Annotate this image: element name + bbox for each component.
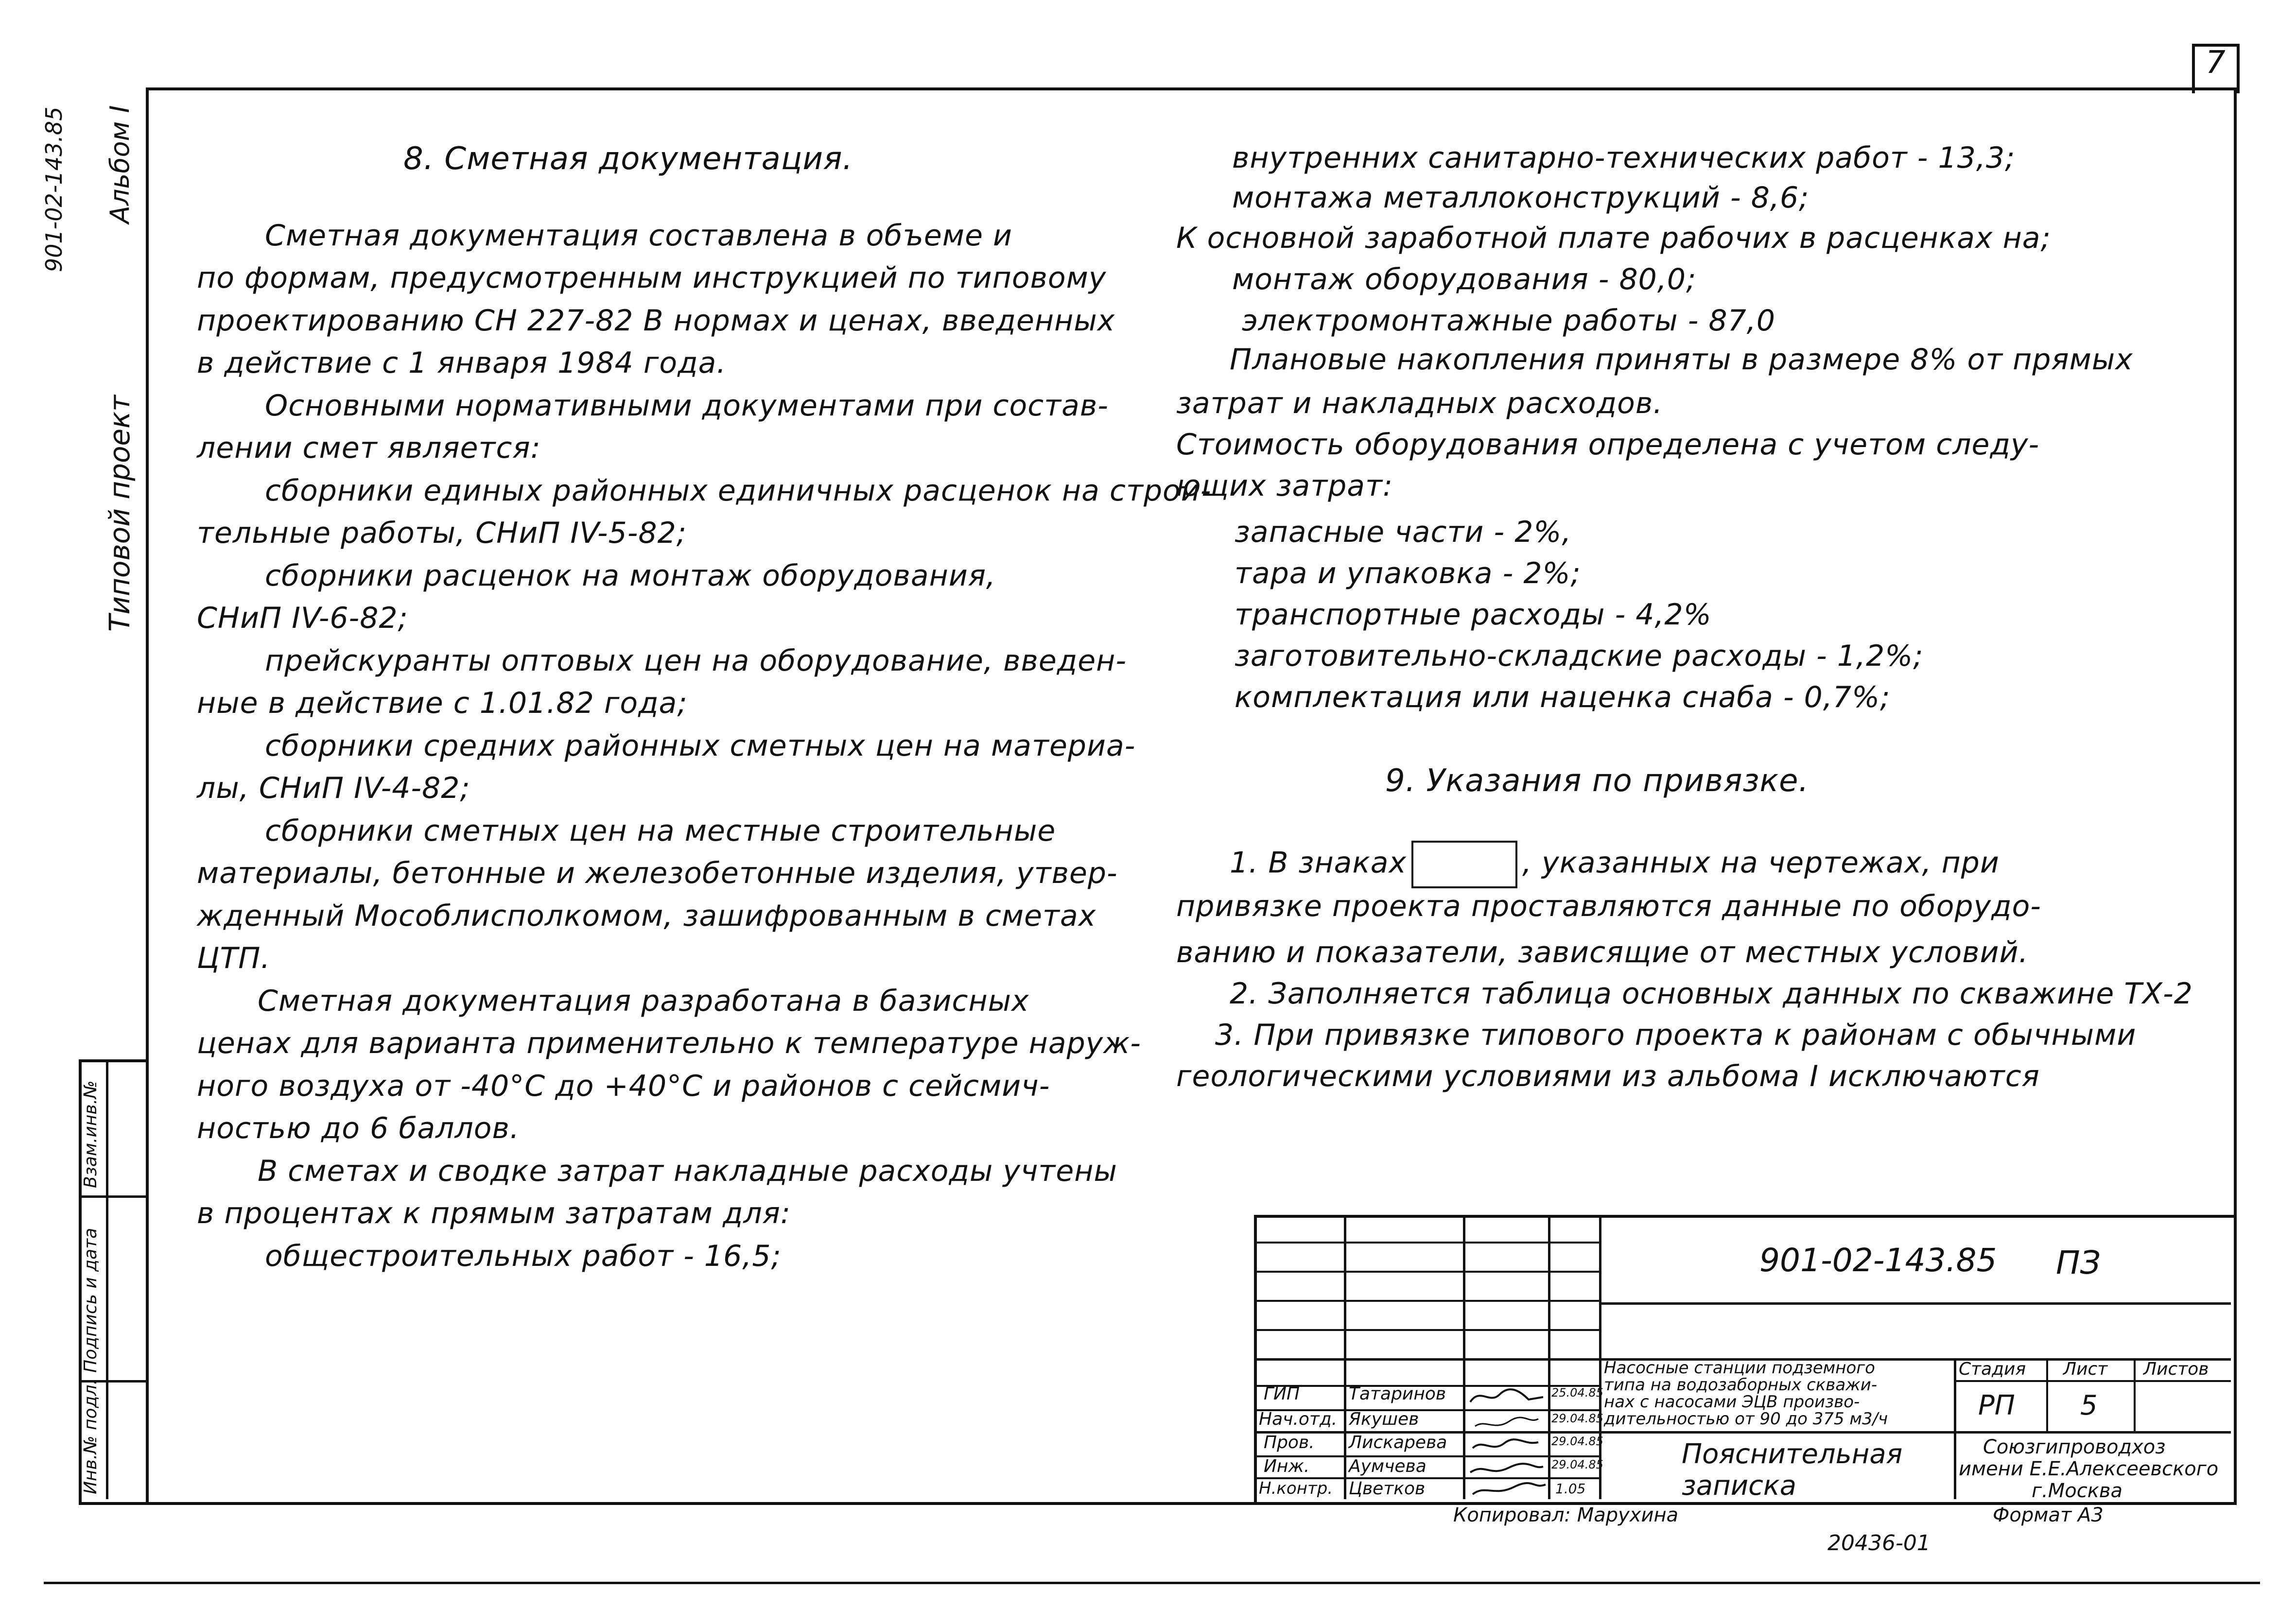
tb-desc-line-2: типа на водозаборных скважи- bbox=[1604, 1375, 1878, 1395]
left-line-14: лы, СНиП IV-4-82; bbox=[197, 771, 470, 805]
right-line2-3: 2. Заполняется таблица основных данных по скважине ТХ-2 bbox=[1230, 977, 2193, 1011]
tb-hline-4 bbox=[1254, 1329, 1599, 1331]
tb-date-5: 1.05 bbox=[1555, 1481, 1586, 1497]
copied-by: Копировал: Марухина bbox=[1453, 1504, 1679, 1526]
left-line-10: СНиП IV-6-82; bbox=[197, 601, 408, 635]
tb-desc-line-3: нах с насосами ЭЦВ произво- bbox=[1604, 1392, 1860, 1412]
tb-code-divider bbox=[1599, 1302, 2231, 1305]
right-line2-5: геологическими условиями из альбома I исключаются bbox=[1176, 1059, 2040, 1093]
inv-divider-1 bbox=[79, 1195, 146, 1198]
tb-hline-2 bbox=[1254, 1271, 1599, 1273]
left-line-11: прейскуранты оптовых цен на оборудование, введен- bbox=[265, 644, 1127, 678]
tb-stage-hline bbox=[1954, 1380, 2231, 1382]
signature-scribbles bbox=[1465, 1385, 1550, 1499]
left-line-4: в действие с 1 января 1984 года. bbox=[197, 346, 727, 380]
left-line-8: тельные работы, СНиП IV-5-82; bbox=[197, 516, 687, 550]
left-line-25: общестроительных работ - 16,5; bbox=[265, 1239, 782, 1273]
right-line-6: Плановые накопления приняты в размере 8% от прямых bbox=[1230, 343, 2133, 377]
right-line-9: ющих затрат: bbox=[1176, 469, 1393, 503]
left-line-3: проектированию СН 227-82 В нормах и ценах, введенных bbox=[197, 304, 1115, 338]
right-line-4: монтаж оборудования - 80,0; bbox=[1232, 262, 1697, 296]
tb-stage-v2 bbox=[2134, 1358, 2136, 1431]
bottom-rule bbox=[44, 1582, 2260, 1584]
tb-doc-code: 901-02-143.85 bbox=[1759, 1242, 1997, 1279]
right-line-2: монтажа металлоконструкций - 8,6; bbox=[1232, 181, 1809, 215]
tb-stage-label: Стадия bbox=[1959, 1359, 2026, 1379]
tb-sheet-value: 5 bbox=[2080, 1390, 2098, 1421]
tb-desc-line-4: дительностью от 90 до 375 м3/ч bbox=[1604, 1409, 1888, 1429]
tb-date-2: 29.04.85 bbox=[1551, 1412, 1603, 1425]
right-line-12: транспортные расходы - 4,2% bbox=[1235, 598, 1712, 632]
tb-title-line-2: записка bbox=[1682, 1470, 1797, 1502]
tb-org-line-3: г.Москва bbox=[2032, 1480, 2122, 1502]
left-line-5: Основными нормативными документами при состав- bbox=[265, 389, 1109, 423]
left-line-23: В сметах и сводке затрат накладные расходы учтены bbox=[258, 1154, 1117, 1188]
tb-hline-3 bbox=[1254, 1300, 1599, 1302]
left-line-9: сборники расценок на монтаж оборудования, bbox=[265, 559, 996, 593]
tb-name-4: Аумчева bbox=[1349, 1456, 1426, 1476]
tb-desc-divider bbox=[1954, 1358, 1956, 1499]
section-8-heading: 8. Сметная документация. bbox=[403, 141, 853, 177]
inv-divider-vertical bbox=[106, 1059, 108, 1499]
left-line-16: материалы, бетонные и железобетонные изделия, утвер- bbox=[197, 856, 1118, 890]
tb-role-4: Инж. bbox=[1264, 1456, 1310, 1476]
album-label: Альбом I bbox=[104, 105, 135, 224]
section-9-heading: 9. Указания по привязке. bbox=[1385, 763, 1809, 799]
format-label: Формат А3 bbox=[1993, 1504, 2104, 1526]
left-line-21: ного воздуха от -40°С до +40°С и районов с сейсмич- bbox=[197, 1069, 1050, 1103]
archive-number: 20436-01 bbox=[1827, 1531, 1931, 1555]
left-line-22: ностью до 6 баллов. bbox=[197, 1111, 520, 1145]
right-line2-1: привязке проекта проставляются данные по оборудо- bbox=[1176, 889, 2041, 923]
left-line-7: сборники единых районных единичных расценок на строи- bbox=[265, 474, 1212, 508]
tb-date-3: 29.04.85 bbox=[1551, 1434, 1603, 1448]
margin-doc-code: 901-02-143.85 bbox=[41, 106, 67, 272]
tb-hline-1 bbox=[1254, 1242, 1599, 1244]
p1-text-before: 1. В знаках bbox=[1230, 846, 1407, 880]
right-p1-line bbox=[1230, 841, 2000, 888]
inv-field-original: Инв.№ подл. bbox=[81, 1379, 101, 1494]
tb-org-line-1: Союзгипроводхоз bbox=[1983, 1436, 2166, 1458]
tb-date-1: 25.04.85 bbox=[1551, 1386, 1603, 1400]
left-line-1: Сметная документация составлена в объеме и bbox=[265, 219, 1013, 253]
left-line-15: сборники сметных цен на местные строительные bbox=[265, 814, 1056, 848]
right-line2-2: ванию и показатели, зависящие от местных условий. bbox=[1176, 935, 2029, 969]
right-line-7: затрат и накладных расходов. bbox=[1176, 386, 1663, 420]
tb-name-1: Татаринов bbox=[1349, 1384, 1446, 1404]
blank-sign-box bbox=[1411, 841, 1517, 888]
tb-name-3: Лискарева bbox=[1349, 1433, 1447, 1452]
left-line-6: лении смет является: bbox=[197, 431, 541, 465]
tb-sheet-label: Лист bbox=[2063, 1359, 2108, 1379]
left-line-2: по формам, предусмотренным инструкцией по типовому bbox=[197, 261, 1107, 295]
tb-date-4: 29.04.85 bbox=[1551, 1458, 1603, 1471]
left-line-19: Сметная документация разработана в базисных bbox=[258, 984, 1029, 1018]
inv-field-signature-date: Подпись и дата bbox=[81, 1227, 101, 1373]
right-line-5: электромонтажные работы - 87,0 bbox=[1242, 304, 1776, 338]
tb-sheets-label: Листов bbox=[2143, 1359, 2209, 1379]
right-line2-4: 3. При привязке типового проекта к районам с обычными bbox=[1215, 1018, 2137, 1052]
inv-field-replacement: Взам.инв.№ bbox=[81, 1080, 101, 1188]
right-line-13: заготовительно-складские расходы - 1,2%; bbox=[1235, 639, 1924, 673]
tb-vline-4 bbox=[1599, 1215, 1601, 1499]
tb-title-line-1: Пояснительная bbox=[1682, 1438, 1903, 1470]
tb-stage-value: РП bbox=[1978, 1390, 2015, 1421]
right-line-8: Стоимость оборудования определена с учетом следу- bbox=[1176, 428, 2040, 462]
tb-desc-line-1: Насосные станции подземного bbox=[1604, 1358, 1875, 1378]
project-type-label: Типовой проект bbox=[103, 395, 136, 632]
right-line-11: тара и упаковка - 2%; bbox=[1235, 556, 1581, 590]
tb-role-5: Н.контр. bbox=[1259, 1479, 1333, 1498]
p1-text-after: , указанных на чертежах, при bbox=[1522, 846, 2000, 880]
tb-role-1: ГИП bbox=[1264, 1384, 1300, 1404]
left-line-13: сборники средних районных сметных цен на материа- bbox=[265, 729, 1136, 763]
right-line-3: К основной заработной плате рабочих в расценках на; bbox=[1176, 221, 2051, 255]
tb-role-2: Нач.отд. bbox=[1259, 1409, 1338, 1429]
left-line-24: в процентах к прямым затратам для: bbox=[197, 1196, 791, 1230]
tb-role-3: Пров. bbox=[1264, 1433, 1315, 1452]
left-line-18: ЦТП. bbox=[197, 941, 271, 975]
right-line-1: внутренних санитарно-технических работ - 13,3; bbox=[1232, 141, 2016, 175]
tb-org-line-2: имени Е.Е.Алексеевского bbox=[1959, 1458, 2219, 1480]
tb-doc-type: ПЗ bbox=[2056, 1244, 2101, 1281]
tb-stage-v1 bbox=[2046, 1358, 2048, 1431]
right-line-14: комплектация или наценка снаба - 0,7%; bbox=[1235, 680, 1891, 714]
left-line-20: ценах для варианта применительно к температуре наруж- bbox=[197, 1026, 1141, 1060]
page-number: 7 bbox=[2206, 45, 2226, 81]
tb-name-5: Цветков bbox=[1349, 1479, 1426, 1499]
tb-name-2: Якушев bbox=[1349, 1409, 1419, 1429]
right-line-10: запасные части - 2%, bbox=[1235, 515, 1572, 549]
left-line-17: жденный Мособлисполкомом, зашифрованным в сметах bbox=[197, 899, 1096, 933]
left-line-12: ные в действие с 1.01.82 года; bbox=[197, 686, 688, 720]
